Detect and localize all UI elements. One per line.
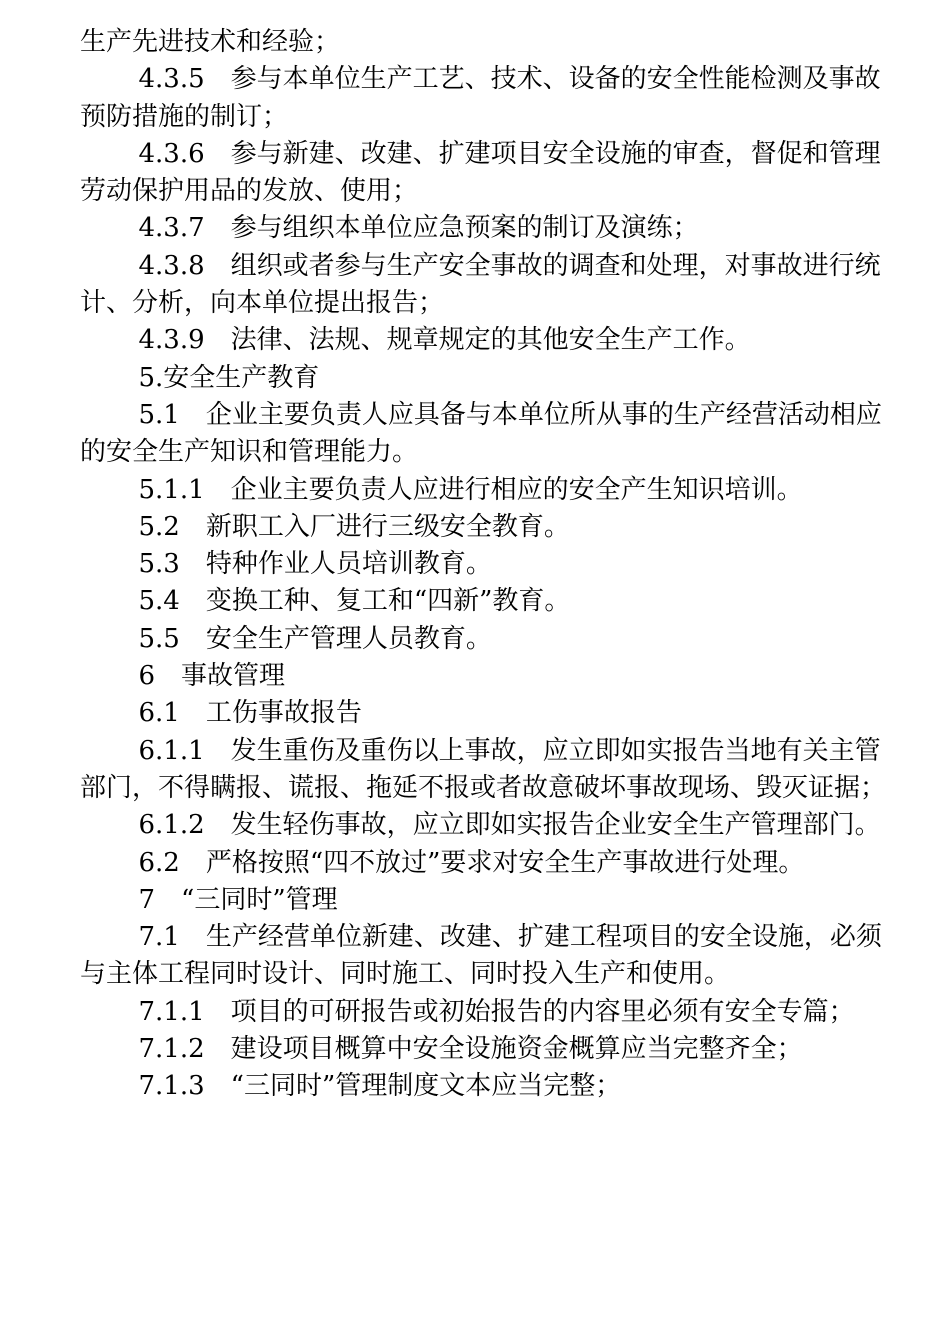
paragraph-6-1-2: 6.1.2 发生轻伤事故，应立即如实报告企业安全生产管理部门。 (138, 810, 881, 841)
paragraph-5-1-1: 5.1.1 企业主要负责人应进行相应的安全产生知识培训。 (138, 474, 803, 505)
paragraph-5-1: 5.1 企业主要负责人应具备与本单位所从事的生产经营活动相应的安全生产知识和管理能力。 (80, 399, 882, 468)
paragraph-4-3-5: 4.3.5 参与本单位生产工艺、技术、设备的安全性能检测及事故预防措施的制订； (80, 64, 881, 132)
paragraph-4-3-8: 4.3.8 组织或者参与生产安全事故的调查和处理，对事故进行统计、分析，向本单位提出报告； (80, 250, 881, 319)
subsection-heading-6-1: 6.1 工伤事故报告 (138, 698, 362, 729)
paragraph-6-1-1: 6.1.1 发生重伤及重伤以上事故，应立即如实报告当地有关主管部门，不得瞒报、谎报、拖延不报或者故意破坏事故现场、毁灭证据； (80, 735, 887, 803)
paragraph-7-1-1: 7.1.1 项目的可研报告或初始报告的内容里必须有安全专篇； (138, 996, 855, 1027)
paragraph-7-1-3: 7.1.3 “三同时”管理制度文本应当完整； (138, 1071, 622, 1102)
paragraph-5-4: 5.4 变换工种、复工和“四新”教育。 (138, 586, 571, 617)
section-heading-6: 6 事故管理 (138, 661, 286, 692)
section-heading-5: 5.安全生产教育 (138, 362, 320, 393)
paragraph-5-5: 5.5 安全生产管理人员教育。 (138, 623, 492, 654)
paragraph-5-2: 5.2 新职工入厂进行三级安全教育。 (138, 511, 570, 542)
paragraph-5-3: 5.3 特种作业人员培训教育。 (138, 549, 492, 580)
paragraph-4-3-7: 4.3.7 参与组织本单位应急预案的制订及演练； (138, 213, 699, 244)
paragraph-7-1: 7.1 生产经营单位新建、改建、扩建工程项目的安全设施，必须与主体工程同时设计、同时施工、同时投入生产和使用。 (80, 922, 882, 990)
paragraph-continuation: 生产先进技术和经验； (80, 27, 341, 57)
paragraph-7-1-2: 7.1.2 建设项目概算中安全设施资金概算应当完整齐全； (138, 1034, 803, 1065)
paragraph-4-3-6: 4.3.6 参与新建、改建、扩建项目安全设施的审查，督促和管理劳动保护用品的发放、使用； (80, 138, 881, 207)
section-heading-7: 7 “三同时”管理 (138, 884, 338, 915)
paragraph-4-3-9: 4.3.9 法律、法规、规章规定的其他安全生产工作。 (138, 325, 751, 356)
paragraph-6-2: 6.2 严格按照“四不放过”要求对安全生产事故进行处理。 (138, 847, 805, 878)
